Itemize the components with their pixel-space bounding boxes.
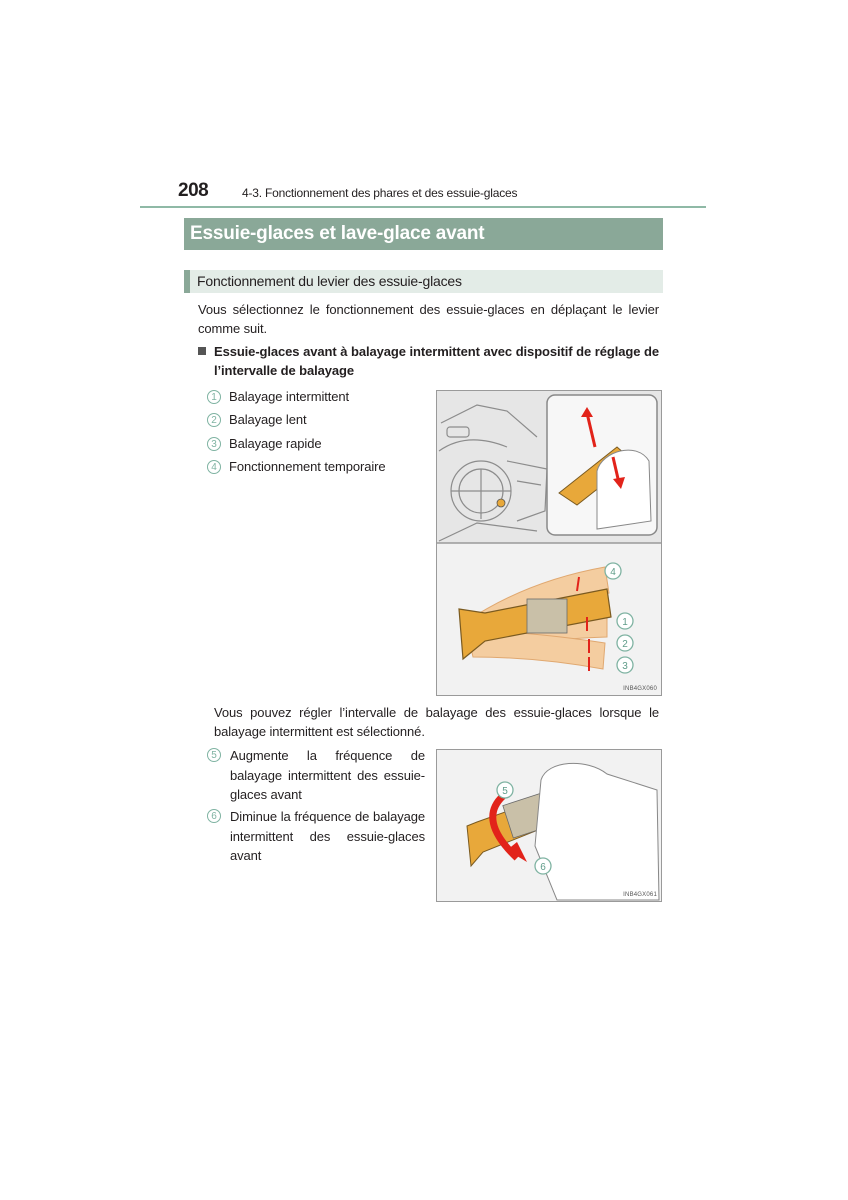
circled-number-icon: 4	[207, 460, 221, 474]
lever-location-marker	[497, 499, 505, 507]
marker-label: 6	[540, 862, 546, 873]
circled-number-icon: 2	[207, 413, 221, 427]
list-item-label: Balayage lent	[229, 412, 307, 427]
list-item-label: Balayage intermittent	[229, 389, 350, 404]
circled-number-icon: 5	[207, 748, 221, 762]
bullet-heading: Essuie-glaces avant à balayage intermittent avec dispositif de réglage de l’intervalle de balayage	[214, 344, 659, 378]
marker-label: 3	[622, 661, 628, 672]
marker-label: 4	[610, 567, 616, 578]
marker-label: 1	[622, 617, 628, 628]
interval-paragraph: Vous pouvez régler l’intervalle de balayage des essuie-glaces lorsque le balayage intermittent est sélectionné.	[214, 705, 659, 739]
running-head: 4-3. Fonctionnement des phares et des essuie-glaces	[242, 186, 518, 200]
figure-2-illustration	[437, 750, 661, 901]
list-item-label: Fonctionnement temporaire	[229, 459, 386, 474]
figure-interval-adjustment	[436, 749, 662, 902]
list-item	[207, 807, 425, 866]
subsection-title: Fonctionnement du levier des essuie-glaces	[197, 273, 462, 289]
list-item	[207, 457, 385, 476]
figure-1-illustration	[437, 391, 661, 695]
lever-ring	[527, 599, 567, 633]
header-rule	[140, 206, 706, 208]
page-number: 208	[178, 180, 209, 201]
figure-code: INB4GX061	[623, 892, 657, 898]
list-item-label: Diminue la fréquence de balayage intermittent des essuie-glaces avant	[230, 809, 425, 863]
list-item	[207, 410, 306, 429]
bullet-square-icon	[198, 347, 206, 355]
list-item-label: Augmente la fréquence de balayage intermittent des essuie-glaces avant	[230, 748, 425, 802]
section-title: Essuie-glaces et lave-glace avant	[184, 218, 663, 250]
intro-paragraph: Vous sélectionnez le fonctionnement des essuie-glaces en déplaçant le levier comme suit.	[198, 302, 659, 336]
circled-number-icon: 3	[207, 437, 221, 451]
marker-label: 2	[622, 639, 628, 650]
figure-code: INB4GX060	[623, 686, 657, 692]
hand-inset	[597, 450, 651, 529]
circled-number-icon: 6	[207, 809, 221, 823]
list-item-label: Balayage rapide	[229, 436, 322, 451]
list-item	[207, 434, 321, 453]
figure-wiper-lever-positions	[436, 390, 662, 696]
list-item	[207, 746, 425, 805]
subsection-accent	[184, 270, 190, 293]
circled-number-icon: 1	[207, 390, 221, 404]
list-item	[207, 387, 349, 406]
marker-label: 5	[502, 786, 508, 797]
